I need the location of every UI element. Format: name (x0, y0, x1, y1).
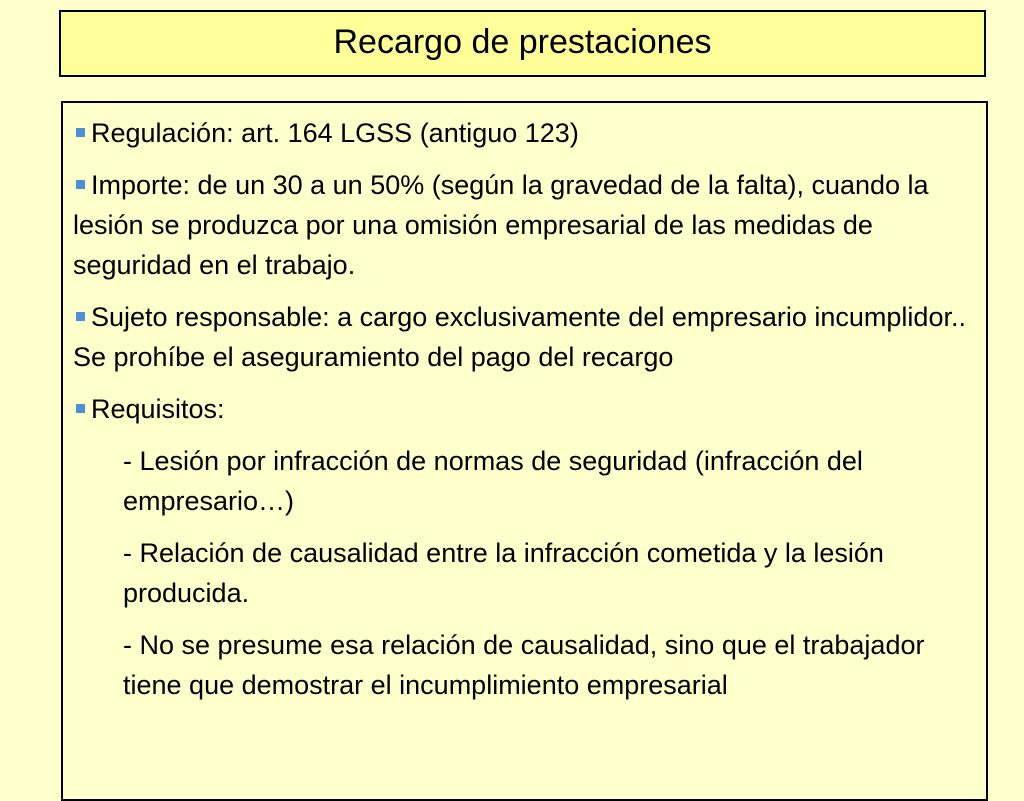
bullet-text: Requisitos: (91, 394, 225, 424)
title-box (59, 10, 986, 77)
square-bullet-icon (76, 180, 85, 189)
requisito-item: - Relación de causalidad entre la infracción cometida y la lesión producida. (123, 538, 884, 608)
content-box (61, 101, 988, 801)
square-bullet-icon (76, 312, 85, 321)
bullet-text: Sujeto responsable: a cargo exclusivamente del empresario incumplidor.. Se prohíbe el aseguramiento del pago del recargo (73, 302, 966, 372)
bullet-text: Regulación: art. 164 LGSS (antiguo 123) (91, 118, 579, 148)
square-bullet-icon (76, 404, 85, 413)
square-bullet-icon (76, 128, 85, 137)
bullet-text: Importe: de un 30 a un 50% (según la gravedad de la falta), cuando la lesión se produzca por una omisión empresarial de las medidas de seguridad en el trabajo. (73, 170, 929, 280)
bullet-requisitos (73, 389, 978, 429)
content-body (73, 113, 978, 717)
slide-title: Recargo de prestaciones (333, 22, 712, 61)
bullet-regulacion (73, 113, 978, 153)
requisito-item: - Lesión por infracción de normas de seguridad (infracción del empresario…) (123, 446, 863, 516)
bullet-sujeto (73, 297, 978, 377)
requisito-item: - No se presume esa relación de causalidad, sino que el trabajador tiene que demostrar el incumplimiento empresarial (123, 630, 925, 700)
bullet-importe (73, 165, 978, 285)
